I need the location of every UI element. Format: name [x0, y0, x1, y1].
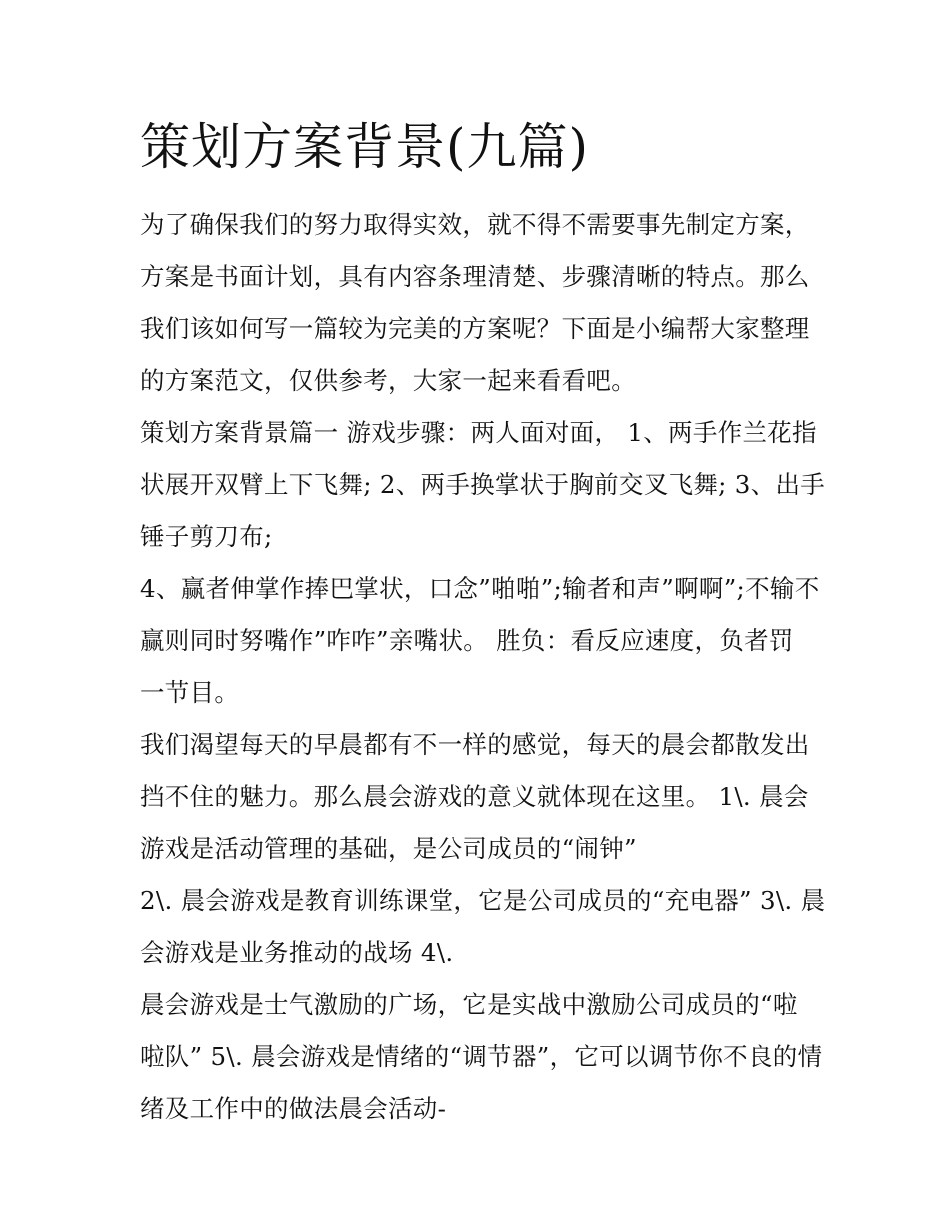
- text-line: 策划方案背景篇一 游戏步骤：两人面对面， 1、两手作兰花指: [140, 418, 817, 447]
- text-line: 4、赢者伸掌作捧巴掌状，口念”啪啪”;输者和声”啊啊”;不输不: [140, 574, 820, 603]
- text-line: 的方案范文，仅供参考，大家一起来看看吧。: [140, 366, 636, 395]
- text-line: 为了确保我们的努力取得实效，就不得不需要事先制定方案，: [140, 210, 810, 239]
- text-line: 方案是书面计划，具有内容条理清楚、步骤清晰的特点。那么: [140, 262, 810, 291]
- text-line: 会游戏是业务推动的战场 4\.: [140, 938, 454, 967]
- text-line: 我们渴望每天的早晨都有不一样的感觉，每天的晨会都散发出: [140, 730, 810, 759]
- text-line: 挡不住的魅力。那么晨会游戏的意义就体现在这里。 1\. 晨会: [140, 782, 809, 811]
- text-line: 状展开双臂上下飞舞; 2、两手换掌状于胸前交叉飞舞; 3、出手: [140, 470, 826, 499]
- text-line: 2\. 晨会游戏是教育训练课堂，它是公司成员的“充电器” 3\. 晨: [140, 886, 826, 915]
- page-title: 策划方案背景(九篇): [140, 118, 590, 176]
- text-line: 赢则同时努嘴作”咋咋”亲嘴状。 胜负：看反应速度，负者罚: [140, 626, 794, 655]
- text-line: 游戏是活动管理的基础，是公司成员的“闹钟”: [140, 834, 637, 863]
- text-line: 绪及工作中的做法晨会活动-: [140, 1094, 447, 1123]
- text-line: 一节目。: [140, 678, 240, 707]
- text-line: 锤子剪刀布;: [140, 522, 273, 551]
- text-line: 我们该如何写一篇较为完美的方案呢？下面是小编帮大家整理: [140, 314, 810, 343]
- text-line: 晨会游戏是士气激励的广场，它是实战中激励公司成员的“啦: [140, 990, 798, 1019]
- document-body: [140, 199, 826, 1135]
- text-line: 啦队” 5\. 晨会游戏是情绪的“调节器”，它可以调节你不良的情: [140, 1042, 823, 1071]
